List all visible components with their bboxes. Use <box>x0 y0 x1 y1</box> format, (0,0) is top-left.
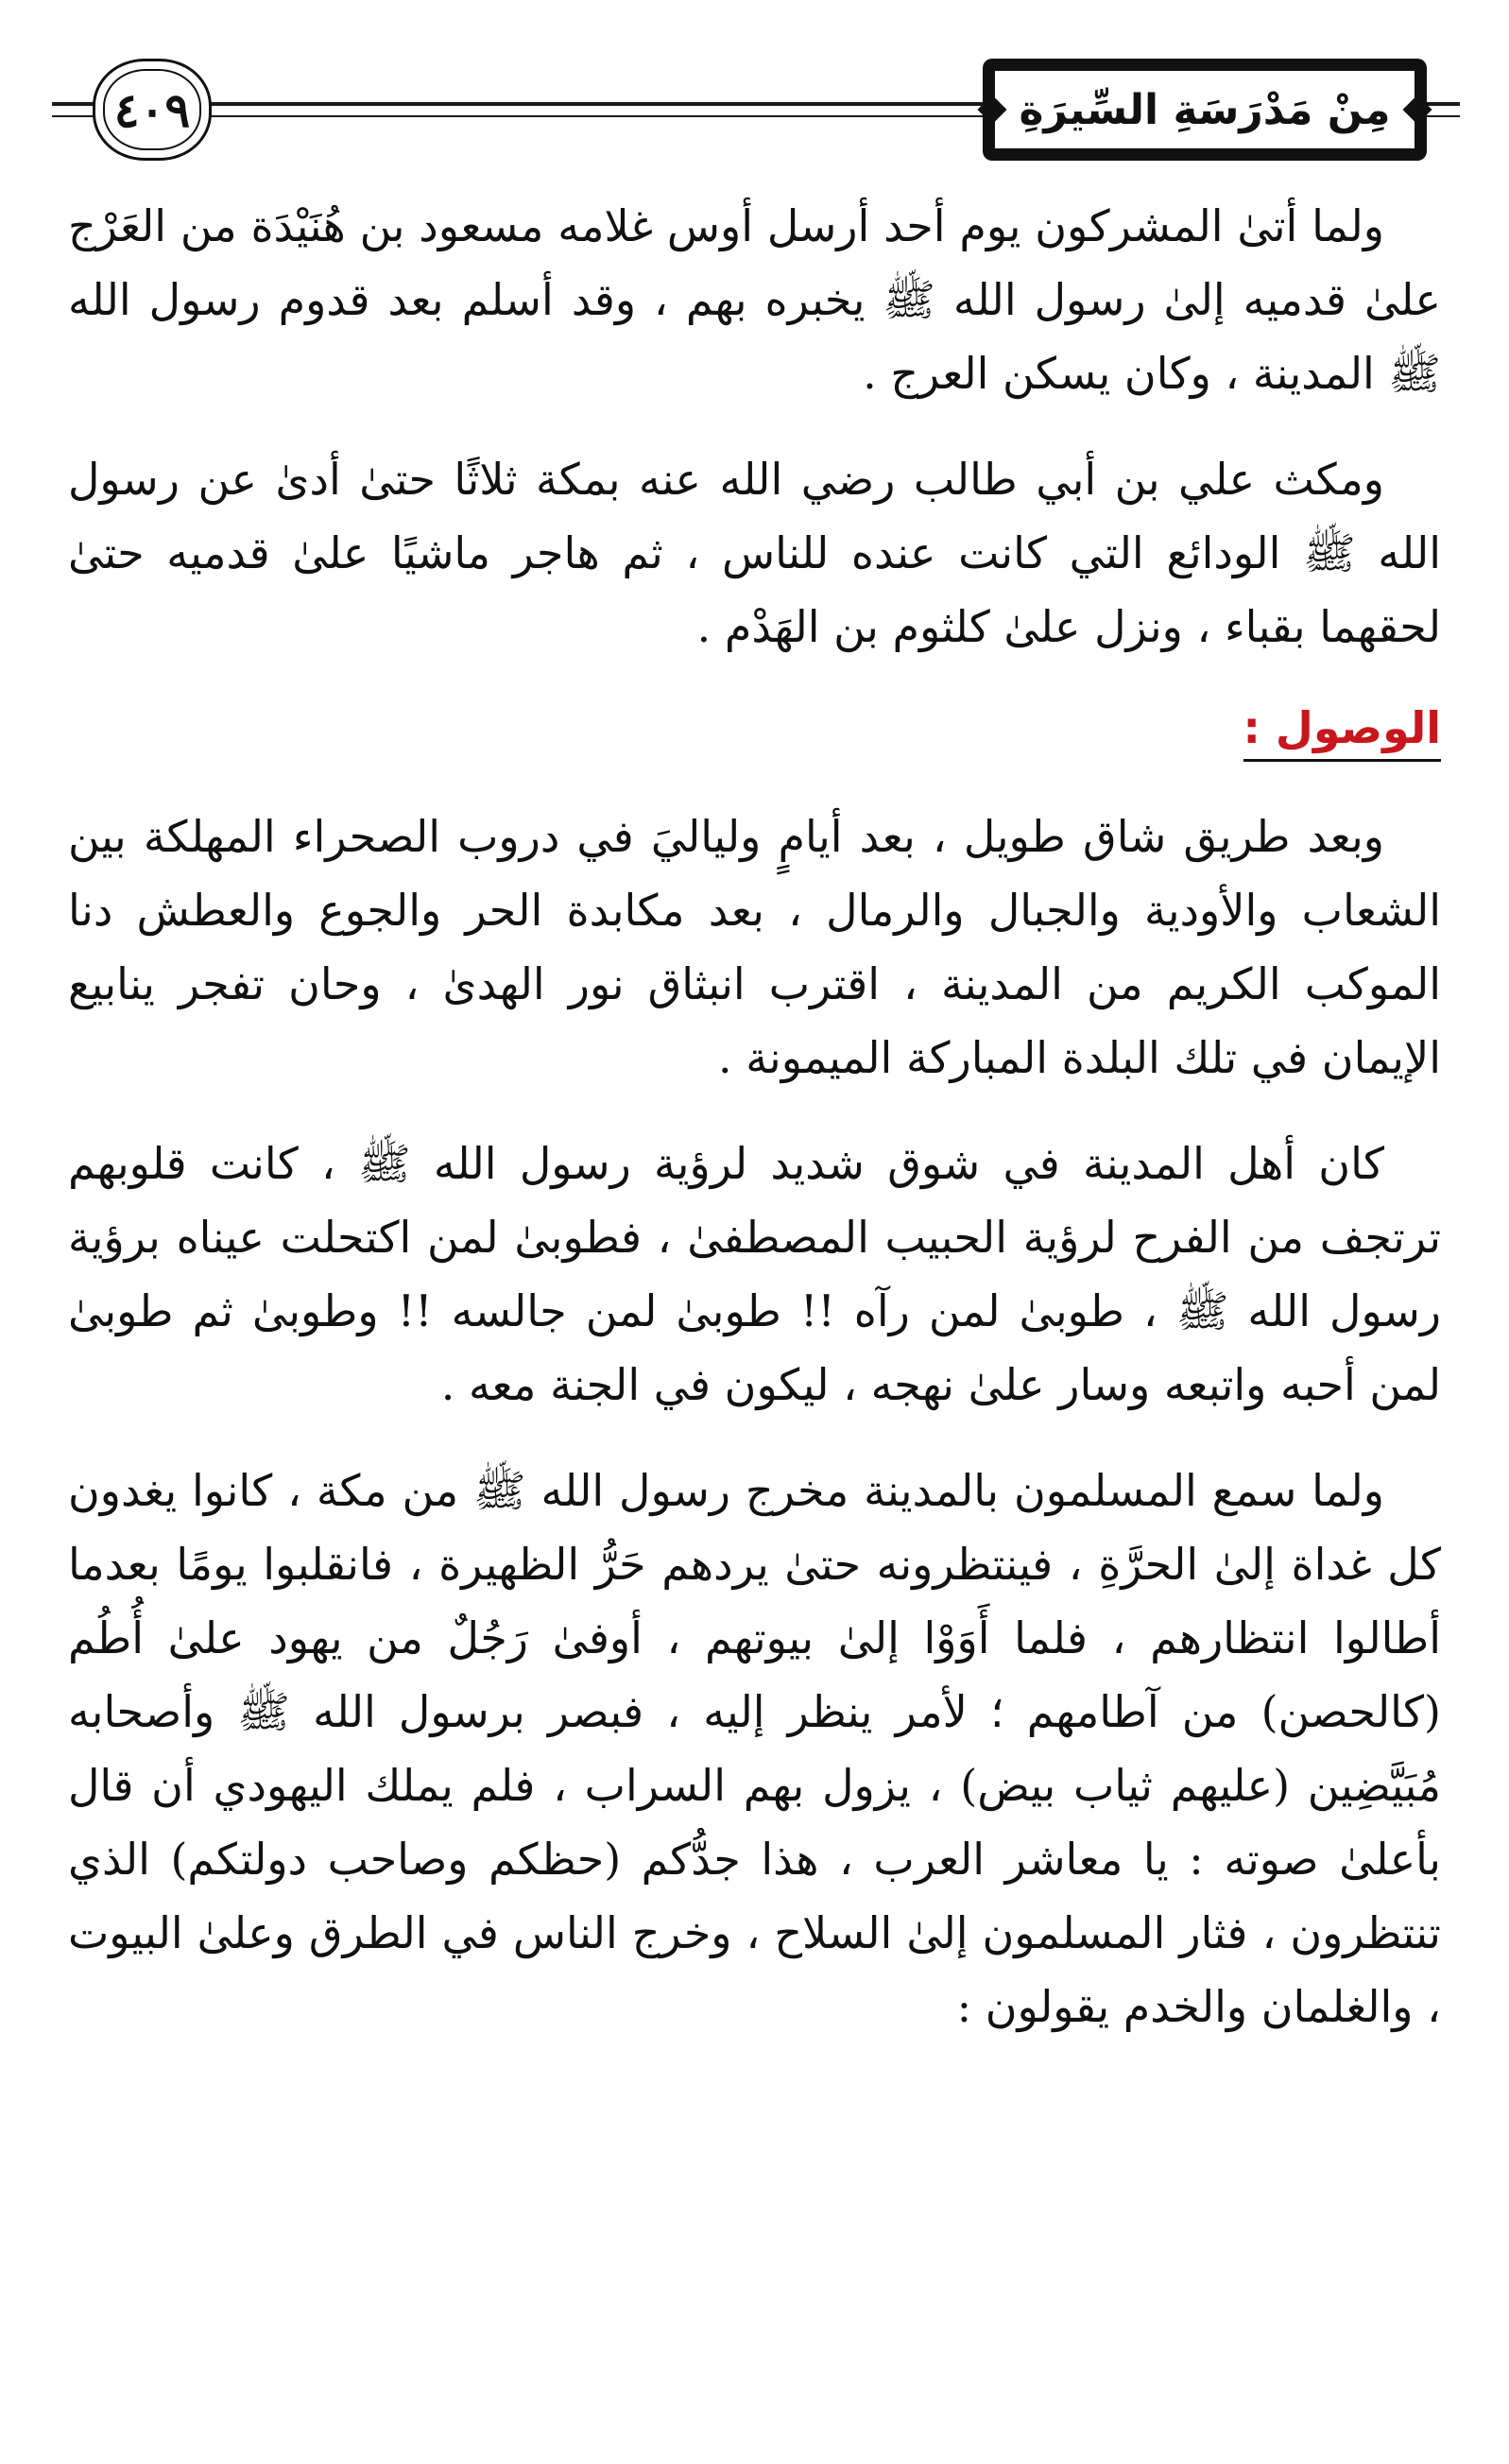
page-number <box>93 59 212 161</box>
page-number-text: ٤٠٩ <box>113 81 191 138</box>
paragraph-5: ولما سمع المسلمون بالمدينة مخرج رسول الله ﷺ من مكة ، كانوا يغدون كل غداة إلىٰ الحرَّةِ ، فينتظرونه حتىٰ يردهم حَرُّ الظهيرة ، فانقلبوا يومًا بعدما أطالوا انتظارهم ، فلما أَوَوْا إلىٰ بيوتهم ، أوفىٰ رَجُلٌ من يهود علىٰ أُطُم (كالحصن) من آطامهم ؛ لأمر ينظر إليه ، فبصر برسول الله ﷺ وأصحابه مُبَيَّضِين (عليهم ثياب بيض) ، يزول بهم السراب ، فلم يملك اليهودي أن قال بأعلىٰ صوته : يا معاشر العرب ، هذا جدُّكم (حظكم وصاحب دولتكم) الذي تنتظرون ، فثار المسلمون إلىٰ السلاح ، وخرج الناس في الطرق وعلىٰ البيوت ، والغلمان والخدم يقولون : <box>68 1465 1441 2032</box>
section-heading-text: الوصول : <box>1243 702 1442 762</box>
book-title-frame <box>983 59 1427 161</box>
section-heading <box>68 699 1441 756</box>
paragraph-2: ومكث علي بن أبي طالب رضي الله عنه بمكة ثلاثًا حتىٰ أدىٰ عن رسول الله ﷺ الودائع التي كانت عنده للناس ، ثم هاجر ماشيًا علىٰ قدميه حتىٰ لحقهما بقباء ، ونزل علىٰ كلثوم بن الهَدْم . <box>68 454 1441 652</box>
paragraph-1: ولما أتىٰ المشركون يوم أحد أرسل أوس غلامه مسعود بن هُنَيْدَة من العَرْج علىٰ قدميه إلىٰ رسول الله ﷺ يخبره بهم ، وقد أسلم بعد قدوم رسول الله ﷺ المدينة ، وكان يسكن العرج . <box>68 200 1441 399</box>
paragraph-3: وبعد طريق شاق طويل ، بعد أيامٍ ولياليَ في دروب الصحراء المهلكة بين الشعاب والأودية والجبال والرمال ، بعد مكابدة الحر والجوع والعطش دنا الموكب الكريم من المدينة ، اقترب انبثاق نور الهدىٰ ، وحان تفجر ينابيع الإيمان في تلك البلدة المباركة الميمونة . <box>68 811 1441 1083</box>
page-body <box>68 189 1441 2072</box>
paragraph-4: كان أهل المدينة في شوق شديد لرؤية رسول الله ﷺ ، كانت قلوبهم ترتجف من الفرح لرؤية الحبيب المصطفىٰ ، فطوبىٰ لمن اكتحلت عيناه برؤية رسول الله ﷺ ، طوبىٰ لمن رآه !! طوبىٰ لمن جالسه !! وطوبىٰ ثم طوبىٰ لمن أحبه واتبعه وسار علىٰ نهجه ، ليكون في الجنة معه . <box>68 1138 1441 1410</box>
book-title: مِنْ مَدْرَسَةِ السِّيرَةِ <box>992 68 1417 151</box>
